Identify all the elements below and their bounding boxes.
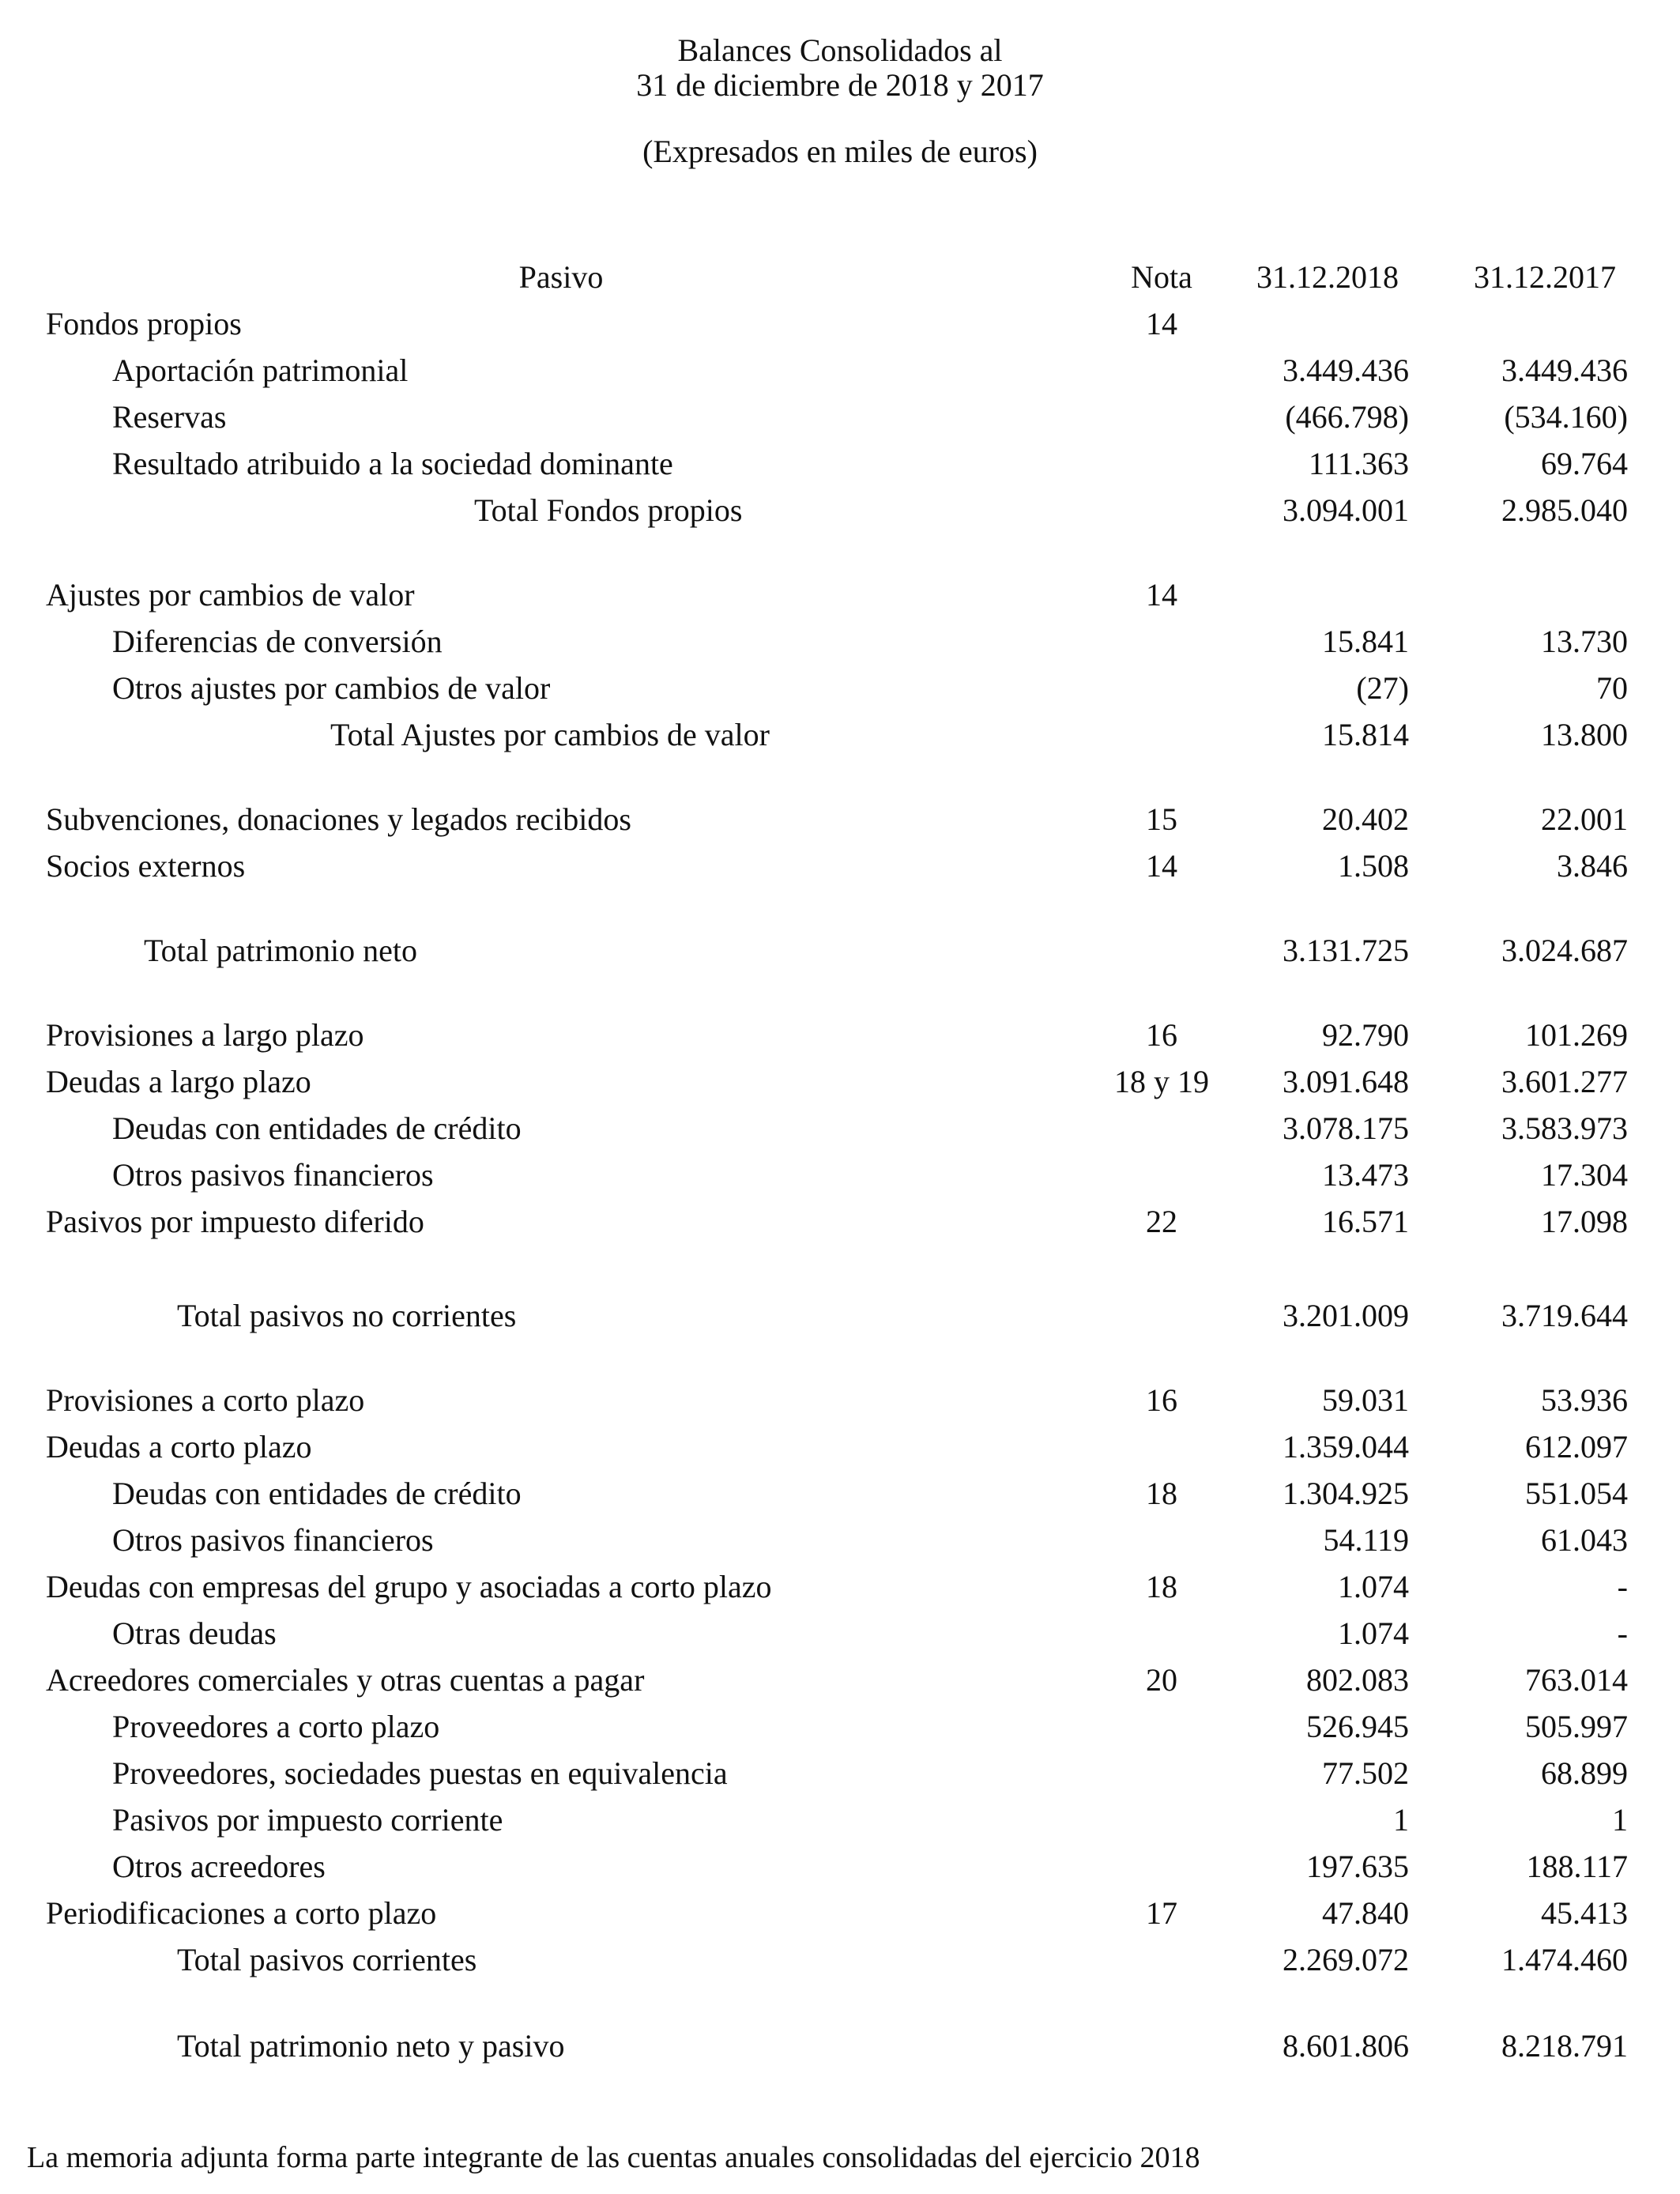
row-value-2018: 197.635	[1306, 1849, 1409, 1884]
row-value-2018: 802.083	[1306, 1662, 1409, 1698]
table-row	[0, 441, 1680, 487]
row-nota: 17	[1146, 1895, 1177, 1931]
row-label: Otros ajustes por cambios de valor	[112, 670, 551, 706]
total-row	[0, 928, 1680, 974]
row-value-2018: 1.074	[1338, 1569, 1409, 1604]
row-value-2018: (27)	[1356, 670, 1409, 706]
total-row	[0, 712, 1680, 758]
row-nota: 14	[1146, 848, 1177, 884]
table-row	[0, 1424, 1680, 1470]
total-row	[0, 1293, 1680, 1339]
table-header-row	[0, 254, 1680, 300]
table-row	[0, 394, 1680, 440]
table-row	[0, 1891, 1680, 1936]
row-value-2018: 13.473	[1322, 1157, 1409, 1193]
row-nota: 14	[1146, 306, 1177, 341]
row-nota: 16	[1146, 1017, 1177, 1053]
total-row	[0, 1937, 1680, 1983]
row-label: Deudas con entidades de crédito	[112, 1110, 522, 1146]
table-row	[0, 665, 1680, 711]
row-value-2018: 77.502	[1322, 1755, 1409, 1791]
footer-note: La memoria adjunta forma parte integrante de las cuentas anuales consolidadas del ejercicio 2018	[27, 2141, 1200, 2174]
row-value-2017: 68.899	[1541, 1755, 1628, 1791]
row-label: Socios externos	[46, 848, 246, 884]
row-value-2017: 70	[1596, 670, 1628, 706]
row-label: Otras deudas	[112, 1615, 277, 1651]
row-label: Pasivos por impuesto diferido	[46, 1204, 424, 1239]
row-value-2017: 17.098	[1541, 1204, 1628, 1239]
total-row	[0, 2023, 1680, 2069]
row-value-2018: 3.201.009	[1283, 1298, 1409, 1333]
row-value-2017: 3.601.277	[1501, 1064, 1628, 1099]
row-value-2017: 61.043	[1541, 1522, 1628, 1558]
row-label: Reservas	[112, 399, 227, 435]
table-row	[0, 1012, 1680, 1058]
row-value-2017: 3.583.973	[1501, 1110, 1628, 1146]
row-value-2017: 1	[1612, 1802, 1628, 1838]
row-value-2018: 1.074	[1338, 1615, 1409, 1651]
table-row	[0, 572, 1680, 618]
row-label: Total pasivos no corrientes	[177, 1298, 517, 1333]
row-value-2018: 111.363	[1308, 446, 1409, 481]
row-label: Provisiones a corto plazo	[46, 1382, 365, 1418]
row-value-2017: 551.054	[1525, 1476, 1628, 1511]
column-header-nota: Nota	[1131, 259, 1192, 295]
row-label: Total Ajustes por cambios de valor	[330, 717, 770, 752]
row-value-2017: -	[1617, 1569, 1628, 1604]
row-value-2017: 13.730	[1541, 624, 1628, 659]
table-row	[0, 797, 1680, 843]
row-label: Subvenciones, donaciones y legados recibidos	[46, 801, 631, 837]
row-value-2018: 8.601.806	[1283, 2028, 1409, 2064]
row-value-2017: 763.014	[1525, 1662, 1628, 1698]
row-value-2017: 45.413	[1541, 1895, 1628, 1931]
row-label: Proveedores a corto plazo	[112, 1709, 440, 1744]
table-row	[0, 1471, 1680, 1517]
row-nota: 22	[1146, 1204, 1177, 1239]
table-row	[0, 1378, 1680, 1423]
row-label: Aportación patrimonial	[112, 352, 409, 388]
table-row	[0, 1844, 1680, 1890]
column-header-2017: 31.12.2017	[1474, 259, 1616, 295]
table-row	[0, 843, 1680, 889]
row-label: Total patrimonio neto y pasivo	[177, 2028, 565, 2064]
table-row	[0, 348, 1680, 394]
row-value-2017: 22.001	[1541, 801, 1628, 837]
row-nota: 16	[1146, 1382, 1177, 1418]
row-value-2017: 8.218.791	[1501, 2028, 1628, 2064]
row-label: Total pasivos corrientes	[177, 1942, 477, 1977]
row-value-2017: 3.719.644	[1501, 1298, 1628, 1333]
row-value-2018: 15.841	[1322, 624, 1409, 659]
row-value-2018: 54.119	[1323, 1522, 1409, 1558]
row-nota: 18	[1146, 1569, 1177, 1604]
row-value-2018: 3.131.725	[1283, 933, 1409, 968]
row-value-2018: 1.508	[1338, 848, 1409, 884]
row-value-2017: 13.800	[1541, 717, 1628, 752]
row-value-2018: (466.798)	[1285, 399, 1409, 435]
row-value-2018: 3.078.175	[1283, 1110, 1409, 1146]
table-row	[0, 1199, 1680, 1245]
row-label: Fondos propios	[46, 306, 242, 341]
column-header-2018: 31.12.2018	[1256, 259, 1399, 295]
row-label: Otros acreedores	[112, 1849, 326, 1884]
row-value-2017: 2.985.040	[1501, 492, 1628, 528]
row-label: Resultado atribuido a la sociedad dominante	[112, 446, 673, 481]
row-nota: 14	[1146, 577, 1177, 613]
column-header-pasivo: Pasivo	[518, 259, 604, 295]
row-nota: 18 y 19	[1114, 1064, 1209, 1099]
row-label: Deudas con entidades de crédito	[112, 1476, 522, 1511]
row-label: Proveedores, sociedades puestas en equivalencia	[112, 1755, 728, 1791]
table-row	[0, 1564, 1680, 1610]
table-row	[0, 1152, 1680, 1198]
row-label: Pasivos por impuesto corriente	[112, 1802, 503, 1838]
row-label: Deudas con empresas del grupo y asociadas a corto plazo	[46, 1569, 772, 1604]
row-nota: 18	[1146, 1476, 1177, 1511]
table-row	[0, 1751, 1680, 1796]
row-value-2017: 69.764	[1541, 446, 1628, 481]
table-row	[0, 619, 1680, 665]
total-row	[0, 488, 1680, 533]
row-label: Periodificaciones a corto plazo	[46, 1895, 437, 1931]
row-value-2017: 1.474.460	[1501, 1942, 1628, 1977]
table-row	[0, 1059, 1680, 1105]
row-value-2018: 1.359.044	[1283, 1429, 1409, 1465]
row-value-2017: 505.997	[1525, 1709, 1628, 1744]
table-row	[0, 1797, 1680, 1843]
row-value-2017: -	[1617, 1615, 1628, 1651]
row-value-2018: 526.945	[1306, 1709, 1409, 1744]
row-value-2017: 17.304	[1541, 1157, 1628, 1193]
row-label: Deudas a corto plazo	[46, 1429, 312, 1465]
row-value-2018: 15.814	[1322, 717, 1409, 752]
row-value-2018: 16.571	[1322, 1204, 1409, 1239]
row-value-2018: 59.031	[1322, 1382, 1409, 1418]
table-row	[0, 1704, 1680, 1750]
row-value-2018: 1.304.925	[1283, 1476, 1409, 1511]
table-row	[0, 1517, 1680, 1563]
row-label: Total Fondos propios	[474, 492, 743, 528]
row-value-2017: 188.117	[1526, 1849, 1628, 1884]
document-subtitle: (Expresados en miles de euros)	[642, 134, 1038, 169]
document-title-line-1: Balances Consolidados al	[677, 32, 1003, 68]
row-value-2017: (534.160)	[1504, 399, 1628, 435]
row-value-2017: 3.449.436	[1501, 352, 1628, 388]
row-label: Deudas a largo plazo	[46, 1064, 311, 1099]
row-value-2017: 3.024.687	[1501, 933, 1628, 968]
row-value-2018: 2.269.072	[1283, 1942, 1409, 1977]
row-value-2018: 20.402	[1322, 801, 1409, 837]
document-title-line-2: 31 de diciembre de 2018 y 2017	[636, 67, 1044, 103]
row-value-2018: 3.091.648	[1283, 1064, 1409, 1099]
row-label: Diferencias de conversión	[112, 624, 443, 659]
table-row	[0, 1611, 1680, 1657]
row-label: Provisiones a largo plazo	[46, 1017, 364, 1053]
row-value-2018: 92.790	[1322, 1017, 1409, 1053]
table-row	[0, 1106, 1680, 1152]
row-nota: 20	[1146, 1662, 1177, 1698]
row-label: Ajustes por cambios de valor	[46, 577, 415, 613]
row-value-2017: 101.269	[1525, 1017, 1628, 1053]
row-value-2017: 612.097	[1525, 1429, 1628, 1465]
row-value-2018: 47.840	[1322, 1895, 1409, 1931]
row-label: Otros pasivos financieros	[112, 1522, 434, 1558]
row-value-2018: 1	[1393, 1802, 1409, 1838]
table-row	[0, 1657, 1680, 1703]
row-label: Acreedores comerciales y otras cuentas a pagar	[46, 1662, 645, 1698]
row-label: Total patrimonio neto	[144, 933, 418, 968]
row-value-2017: 53.936	[1541, 1382, 1628, 1418]
row-value-2018: 3.449.436	[1283, 352, 1409, 388]
row-value-2017: 3.846	[1557, 848, 1628, 884]
row-value-2018: 3.094.001	[1283, 492, 1409, 528]
table-row	[0, 301, 1680, 347]
row-nota: 15	[1146, 801, 1177, 837]
row-label: Otros pasivos financieros	[112, 1157, 434, 1193]
